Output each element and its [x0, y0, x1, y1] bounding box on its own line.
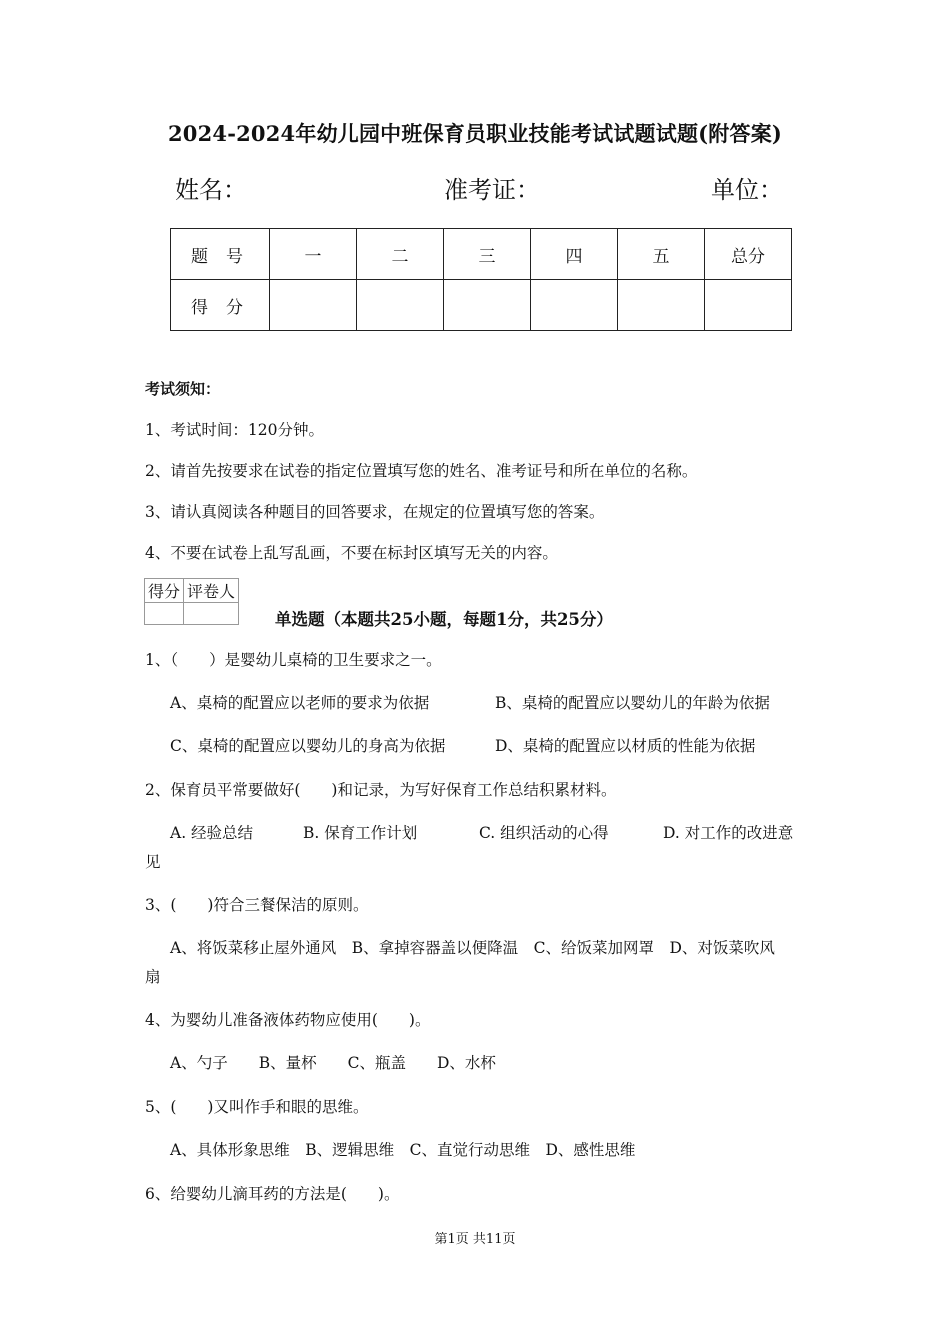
- options-line-continued: 扇: [145, 968, 161, 986]
- option-c: C、桌椅的配置应以婴幼儿的身高为依据: [170, 737, 446, 755]
- grader-score-label: 得分: [145, 579, 184, 603]
- score-table-header-row: [171, 229, 792, 280]
- option-a: A、桌椅的配置应以老师的要求为依据: [170, 694, 430, 712]
- exam-id-field-label: 准考证：: [444, 176, 540, 204]
- score-cell: [444, 280, 531, 331]
- option-d: D、桌椅的配置应以材质的性能为依据: [495, 737, 756, 755]
- notice-item: 4、不要在试卷上乱写乱画，不要在标封区填写无关的内容。: [145, 544, 558, 562]
- section-title: 单选题（本题共25小题，每题1分，共25分）: [275, 610, 613, 629]
- option-c: C. 组织活动的心得: [479, 824, 609, 842]
- grader-name-label: 评卷人: [184, 579, 239, 603]
- section-3-header: 三: [444, 229, 531, 280]
- options-line: A、勺子 B、量杯 C、瓶盖 D、水杯: [170, 1054, 496, 1072]
- option-b: B. 保育工作计划: [303, 824, 418, 842]
- section-4-header: 四: [531, 229, 618, 280]
- grader-name-cell: [184, 603, 239, 625]
- question-stem: 5、( )又叫作手和眼的思维。: [145, 1098, 369, 1116]
- option-d-continued: 见: [145, 853, 161, 871]
- grader-box: [144, 578, 239, 625]
- question-stem: 2、保育员平常要做好( )和记录，为写好保育工作总结积累材料。: [145, 781, 617, 799]
- notice-item: 2、请首先按要求在试卷的指定位置填写您的姓名、准考证号和所在单位的名称。: [145, 462, 698, 480]
- unit-field-label: 单位：: [711, 176, 783, 204]
- notice-title: 考试须知：: [145, 380, 221, 398]
- score-cell: [270, 280, 357, 331]
- options-line: A、具体形象思维 B、逻辑思维 C、直觉行动思维 D、感性思维: [170, 1141, 636, 1159]
- option-b: B、桌椅的配置应以婴幼儿的年龄为依据: [495, 694, 770, 712]
- notice-item: 3、请认真阅读各种题目的回答要求，在规定的位置填写您的答案。: [145, 503, 605, 521]
- section-2-header: 二: [357, 229, 444, 280]
- section-1-header: 一: [270, 229, 357, 280]
- grader-score-cell: [145, 603, 184, 625]
- question-stem: 6、给婴幼儿滴耳药的方法是( )。: [145, 1185, 400, 1203]
- options-line: A、将饭菜移止屋外通风 B、拿掉容器盖以便降温 C、给饭菜加网罩 D、对饭菜吹风: [170, 939, 775, 957]
- question-stem: 4、为婴幼儿准备液体药物应使用( )。: [145, 1011, 431, 1029]
- question-stem: 1、（ ）是婴幼儿桌椅的卫生要求之一。: [145, 651, 442, 669]
- section-5-header: 五: [618, 229, 705, 280]
- score-label: 得分: [171, 280, 270, 331]
- score-cell: [618, 280, 705, 331]
- total-header: 总分: [705, 229, 792, 280]
- score-table: [170, 228, 792, 331]
- name-field-label: 姓名：: [175, 176, 247, 204]
- page-title: 2024-2024年幼儿园中班保育员职业技能考试试题试题(附答案): [167, 121, 783, 146]
- score-cell: [705, 280, 792, 331]
- score-table-score-row: [171, 280, 792, 331]
- question-number-label: 题号: [171, 229, 270, 280]
- notice-item: 1、考试时间：120分钟。: [145, 421, 324, 439]
- question-stem: 3、( )符合三餐保洁的原则。: [145, 896, 369, 914]
- page-footer: 第1页 共11页: [434, 1232, 516, 1247]
- score-cell: [531, 280, 618, 331]
- option-a: A. 经验总结: [170, 824, 254, 842]
- option-d: D. 对工作的改进意: [663, 824, 794, 842]
- score-cell: [357, 280, 444, 331]
